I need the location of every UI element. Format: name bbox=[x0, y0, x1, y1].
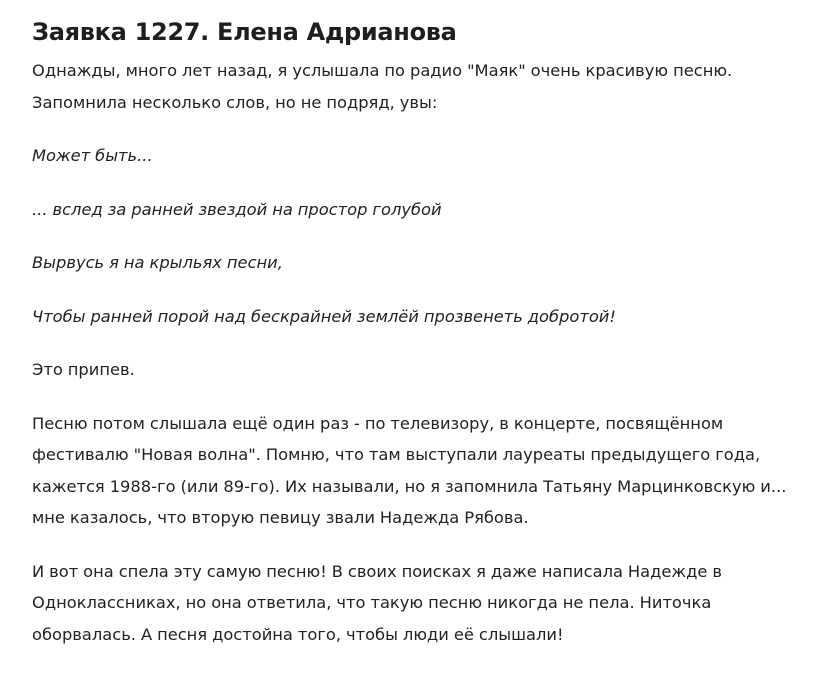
lyric-line-3: Вырвусь я на крыльях песни, bbox=[32, 253, 283, 272]
ending-paragraph: И вот она спела эту самую песню! В своих поисках я даже написала Надежде в Одноклассниках, но она ответила, что такую песню никогда не пела. Ниточка оборвалась. А песня достойна того, чтобы люди её слышали! bbox=[32, 561, 722, 644]
lyric-line-4: Чтобы ранней порой над бескрайней землёй прозвенеть добротой! bbox=[32, 306, 616, 326]
intro-paragraph: Однажды, много лет назад, я услышала по радио "Маяк" очень красивую песню. Запомнила несколько слов, но не подряд, увы: bbox=[32, 61, 733, 112]
chorus-note: Это припев. bbox=[32, 360, 135, 379]
lyric-line-2: ... вслед за ранней звездой на простор голубой bbox=[32, 199, 442, 219]
lyric-line-1: Может быть... bbox=[32, 146, 153, 165]
page-title: Заявка 1227. Елена Адрианова bbox=[32, 18, 457, 46]
concert-paragraph: Песню потом слышала ещё один раз - по телевизору, в концерте, посвящённом фестивалю "Новая волна". Помню, что там выступали лауреаты предыдущего года, кажется 1988-го (или 89-го). Их называли, но я запомнила Татьяну Марцинковскую и... мне казалось, что вторую певицу звали Надежда Рябова. bbox=[32, 413, 787, 527]
